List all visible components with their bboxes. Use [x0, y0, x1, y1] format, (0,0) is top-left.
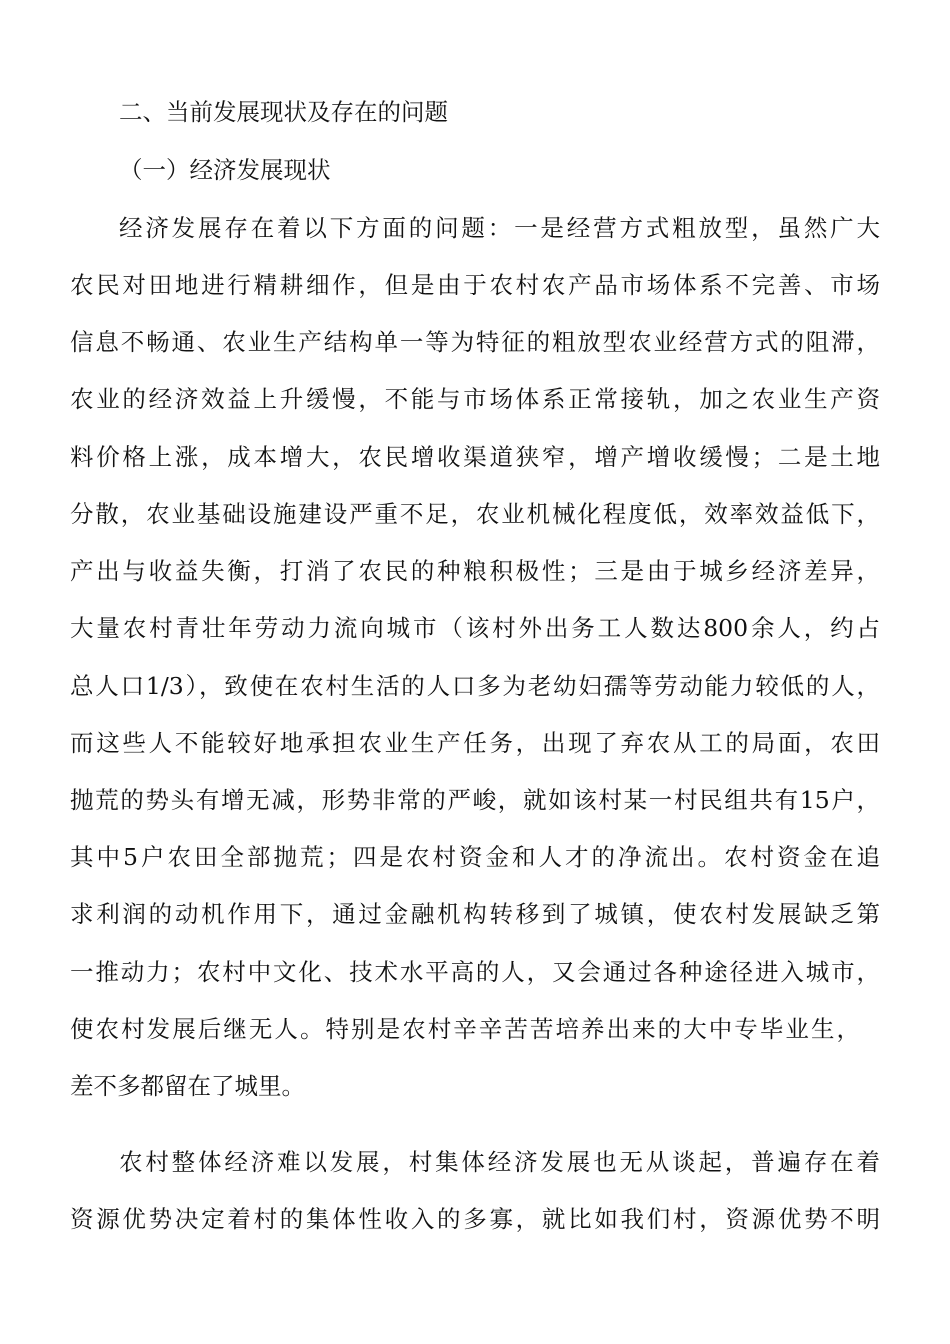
paragraph-line: 料价格上涨，成本增大，农民增收渠道狭窄，增产增收缓慢；二是土地	[70, 443, 880, 471]
paragraph-line: 总人口1/3），致使在农村生活的人口多为老幼妇孺等劳动能力较低的人，	[70, 672, 880, 700]
paragraph-line: 其中5户农田全部抛荒；四是农村资金和人才的净流出。农村资金在追	[70, 843, 880, 871]
section-heading: 二、当前发展现状及存在的问题	[119, 98, 448, 126]
paragraph-line: 差不多都留在了城里。	[70, 1072, 305, 1100]
paragraph-line: 使农村发展后继无人。特别是农村辛辛苦苦培养出来的大中专毕业生，	[70, 1015, 860, 1043]
paragraph-line: 大量农村青壮年劳动力流向城市（该村外出务工人数达800余人，约占	[70, 614, 880, 642]
paragraph-line: 一推动力；农村中文化、技术水平高的人，又会通过各种途径进入城市，	[70, 958, 880, 986]
paragraph-line: 求利润的动机作用下，通过金融机构转移到了城镇，使农村发展缺乏第	[70, 900, 880, 928]
paragraph-line: 而这些人不能较好地承担农业生产任务，出现了弃农从工的局面，农田	[70, 729, 880, 757]
paragraph-line: 信息不畅通、农业生产结构单一等为特征的粗放型农业经营方式的阻滞，	[70, 328, 880, 356]
paragraph-line: 资源优势决定着村的集体性收入的多寡，就比如我们村，资源优势不明	[70, 1205, 880, 1233]
paragraph-line: 分散，农业基础设施建设严重不足，农业机械化程度低，效率效益低下，	[70, 500, 880, 528]
paragraph-line: 农业的经济效益上升缓慢，不能与市场体系正常接轨，加之农业生产资	[70, 385, 880, 413]
paragraph-line: 农村整体经济难以发展，村集体经济发展也无从谈起，普遍存在着	[119, 1148, 880, 1176]
paragraph-line: 经济发展存在着以下方面的问题：一是经营方式粗放型，虽然广大	[119, 214, 880, 242]
paragraph-line: 抛荒的势头有增无减，形势非常的严峻，就如该村某一村民组共有15户，	[70, 786, 880, 814]
subsection-heading: （一）经济发展现状	[119, 156, 331, 184]
paragraph-line: 农民对田地进行精耕细作，但是由于农村农产品市场体系不完善、市场	[70, 271, 880, 299]
paragraph-line: 产出与收益失衡，打消了农民的种粮积极性；三是由于城乡经济差异，	[70, 557, 880, 585]
